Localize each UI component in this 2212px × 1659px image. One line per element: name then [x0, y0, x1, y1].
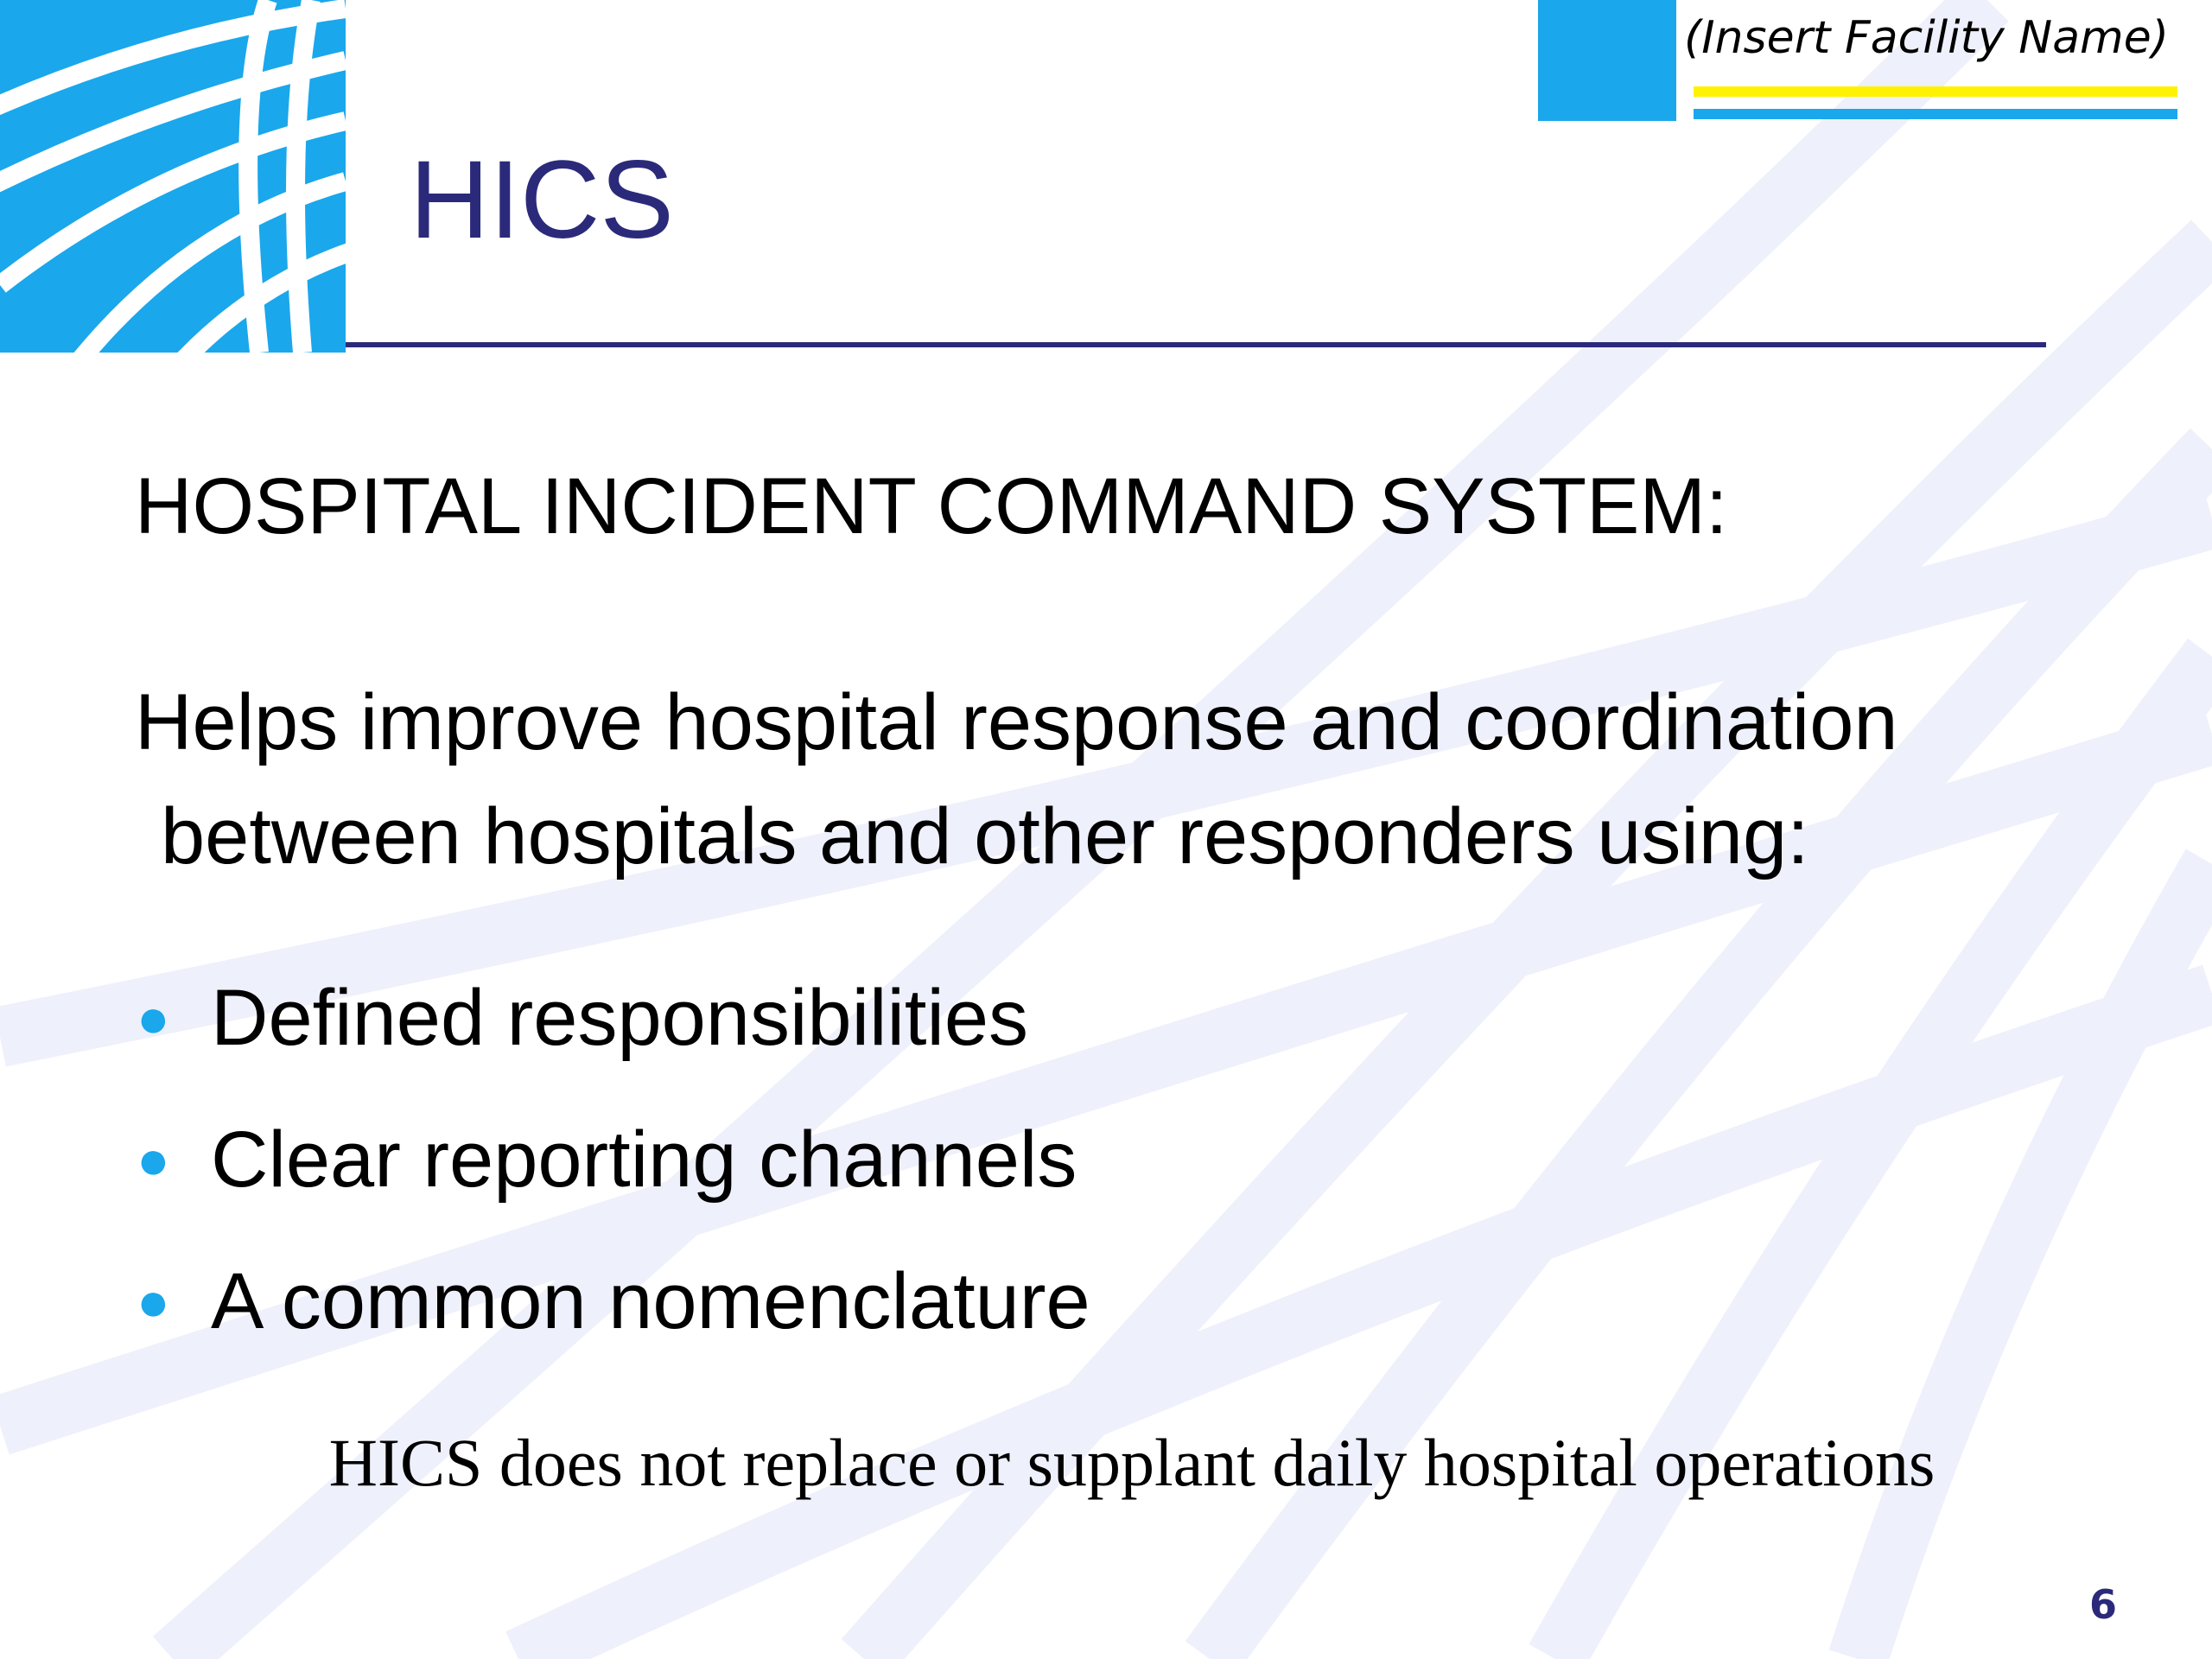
bullet-text: Clear reporting channels	[211, 1116, 1077, 1204]
bullet-item	[130, 1251, 1090, 1393]
bullet-text: A common nomenclature	[211, 1257, 1090, 1345]
bullet-dot-icon: ●	[137, 1270, 170, 1332]
bullet-item	[130, 968, 1090, 1109]
footnote: HICS does not replace or supplant daily hospital operations	[328, 1425, 1936, 1500]
page-number: 6	[2088, 1581, 2117, 1628]
facility-accent-block	[1538, 0, 1676, 121]
bullet-dot-icon: ●	[137, 987, 170, 1049]
facility-underline-blue	[1694, 109, 2177, 119]
intro-paragraph	[135, 665, 2122, 893]
title-divider	[346, 342, 2046, 347]
bullet-dot-icon: ●	[137, 1128, 170, 1191]
bullet-list	[130, 968, 1090, 1393]
bullet-item	[130, 1109, 1090, 1251]
bullet-text: Defined responsibilities	[211, 974, 1029, 1062]
facility-name-placeholder: (Insert Facility Name)	[1683, 12, 2169, 64]
hospital-arc-logo	[0, 0, 346, 353]
intro-line-2: between hospitals and other responders using:	[161, 792, 1809, 880]
intro-line-1: Helps improve hospital response and coordination	[135, 678, 1898, 766]
facility-underline-yellow	[1694, 86, 2177, 97]
slide-title: HICS	[410, 138, 674, 262]
slide-heading: HOSPITAL INCIDENT COMMAND SYSTEM:	[135, 462, 1728, 550]
